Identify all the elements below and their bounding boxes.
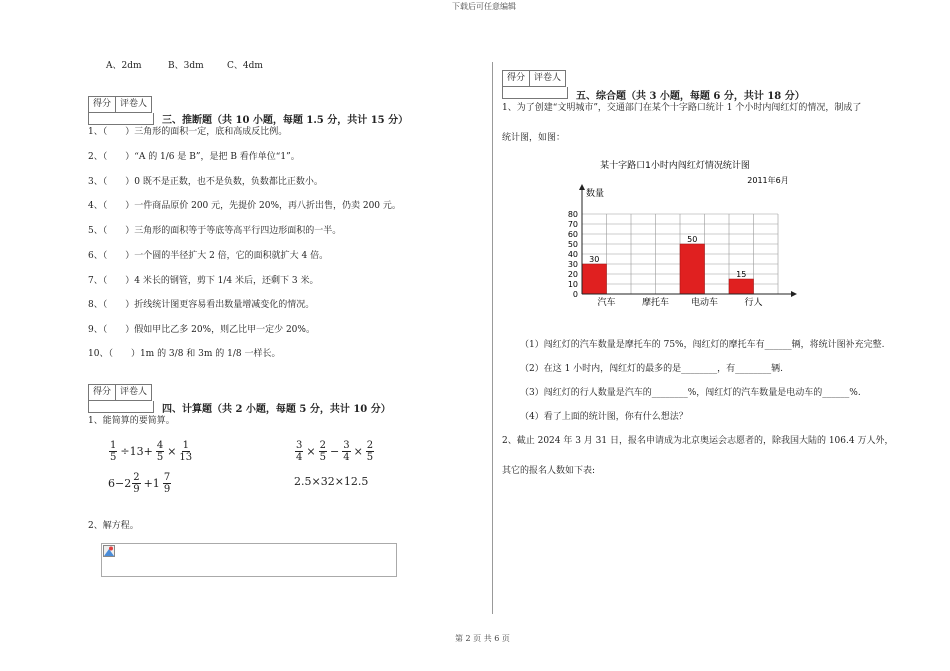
y-tick-label: 10 (567, 280, 578, 289)
option-c: C、4dm (227, 61, 263, 71)
x-axis-arrow (791, 291, 797, 297)
category-label: 摩托车 (641, 298, 670, 308)
score-box-section4 (88, 384, 152, 413)
score-label: 得分 (503, 71, 530, 86)
y-tick-label: 70 (567, 220, 578, 229)
score-box-section3 (88, 96, 152, 125)
section3-title: 三、推断题（共 10 小题，每题 1.5 分，共计 15 分） (162, 115, 409, 126)
section4-title: 四、计算题（共 2 小题，每题 5 分，共计 10 分） (162, 404, 391, 415)
y-tick-label: 40 (567, 250, 578, 259)
grader-label: 评卷人 (120, 387, 148, 397)
chart-title: 某十字路口1小时内闯红灯情况统计图 (600, 161, 750, 171)
data-label: 30 (589, 255, 600, 264)
s3-item-8: 8、（ ）折线统计图更容易看出数量增减变化的情况。 (88, 300, 315, 310)
s3-item-9: 9、（ ）假如甲比乙多 20%，则乙比甲一定少 20%。 (88, 325, 315, 335)
y-tick-label: 80 (567, 210, 578, 219)
s3-item-10: 10、（ ）1m 的 3/8 和 3m 的 1/8 一样长。 (88, 349, 281, 359)
s5-sub2: （2）在这 1 小时内，闯红灯的最多的是________，有________辆. (520, 364, 784, 374)
y-tick-label: 60 (567, 230, 578, 239)
s3-item-5: 5、（ ）三角形的面积等于等底等高平行四边形面积的一半。 (88, 226, 342, 236)
s4-q1: 1、能简算的要简算。 (88, 416, 175, 426)
s3-item-3: 3、（ ）0 既不是正数，也不是负数，负数都比正数小。 (88, 177, 323, 187)
s3-item-4: 4、（ ）一件商品原价 200 元，先提价 20%，再八折出售，仍卖 200 元。 (88, 201, 401, 211)
math-expr-2: $\frac{3}{4}$ × $\frac{2}{5}$ − $\frac{3}{4}$ × $\frac{2}{5}$ (296, 440, 374, 463)
y-tick-label: 30 (567, 260, 578, 269)
s5-q2-line2: 其它的报名人数如下表: (502, 466, 596, 476)
math-expr-3: 6−2 $\frac{2}{9}$ +1 $\frac{7}{9}$ (108, 472, 171, 495)
red-light-bar-chart (560, 155, 810, 315)
category-label: 行人 (744, 298, 763, 308)
math-expr-4: 2.5×32×12.5 (294, 475, 369, 488)
bar (729, 279, 754, 294)
s5-sub3: （3）闯红灯的行人数量是汽车的________%，闯红灯的汽车数量是电动车的______%. (520, 388, 861, 398)
chart-y-label: 数量 (586, 189, 605, 199)
page-info: 第 2 页 共 6 页 (455, 634, 510, 643)
y-tick-label: 20 (567, 270, 578, 279)
s5-q1-line1: 1、为了创建“文明城市”，交通部门在某个十字路口统计 1 个小时内闯红灯的情况，制成了 (502, 103, 862, 113)
score-label: 得分 (89, 385, 116, 400)
data-label: 15 (736, 270, 747, 279)
s5-sub1: （1）闯红灯的汽车数量是摩托车的 75%，闯红灯的摩托车有______辆，将统计图补充完整. (520, 340, 885, 350)
math-expr-1: $\frac{1}{5}$ ÷13+ $\frac{4}{5}$ × $\frac{1}{13}$ (110, 440, 193, 463)
s3-item-2: 2、（ ）“A 的 1/6 是 B”，是把 B 看作单位“1”。 (88, 152, 300, 162)
s5-sub4: （4）看了上面的统计图，你有什么想法？ (520, 412, 688, 422)
bar (680, 244, 705, 294)
section5-title: 五、综合题（共 3 小题，每题 6 分，共计 18 分） (576, 91, 805, 102)
s3-item-6: 6、（ ）一个圆的半径扩大 2 倍，它的面积就扩大 4 倍。 (88, 251, 329, 261)
option-a: A、2dm (106, 61, 142, 71)
score-label: 得分 (89, 97, 116, 112)
category-label: 电动车 (690, 298, 719, 308)
y-tick-label: 0 (572, 290, 578, 299)
column-divider (492, 62, 493, 614)
y-axis-arrow (579, 184, 585, 190)
grader-label: 评卷人 (120, 99, 148, 109)
s5-q1-line2: 统计图，如图： (502, 133, 566, 143)
score-box-section5 (502, 70, 566, 99)
s3-item-1: 1、（ ）三角形的面积一定，底和高成反比例。 (88, 127, 288, 137)
option-b: B、3dm (168, 61, 204, 71)
top-note: 下载后可任意编辑 (452, 2, 516, 11)
data-label: 50 (687, 235, 698, 244)
s5-q2-line1: 2、截止 2024 年 3 月 31 日，报名申请成为北京奥运会志愿者的，除我国大陆的 106.4 万人外， (502, 436, 894, 446)
chart-subtitle: 2011年6月 (747, 176, 789, 185)
equation-image-box (101, 543, 397, 577)
s4-q2: 2、解方程。 (88, 521, 139, 531)
broken-image-icon (103, 545, 115, 557)
s3-item-7: 7、（ ）4 米长的钢管，剪下 1/4 米后，还剩下 3 米。 (88, 276, 319, 286)
y-tick-label: 50 (567, 240, 578, 249)
category-label: 汽车 (597, 298, 616, 308)
bar (582, 264, 607, 294)
grader-label: 评卷人 (534, 73, 562, 83)
